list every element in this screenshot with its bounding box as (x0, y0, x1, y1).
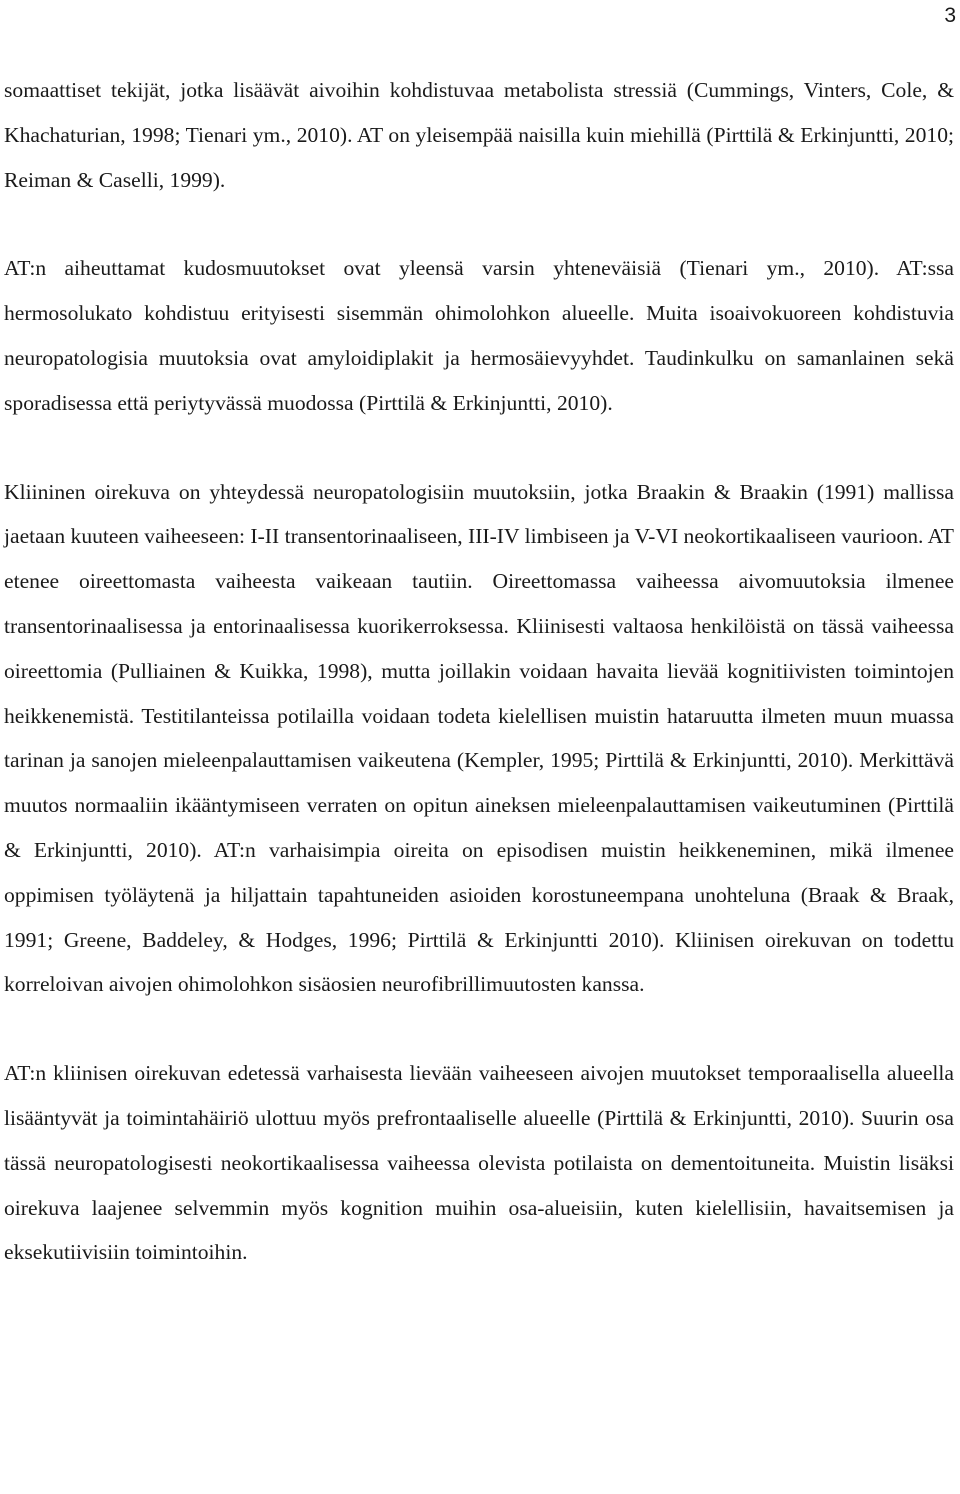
document-body (4, 68, 954, 1275)
paragraph-2: AT:n aiheuttamat kudosmuutokset ovat yleensä varsin yhteneväisiä (Tienari ym., 2010). AT:ssa hermosolukato kohdistuu erityisesti sisemmän ohimolohkon alueelle. Muita isoaivokuoreen kohdistuvia neuropatologisia muutoksia ovat amyloidiplakit ja hermosäievyyhdet. Taudinkulku on samanlainen sekä sporadisessa että periytyvässä muodossa (Pirttilä & Erkinjuntti, 2010). (4, 256, 954, 415)
paragraph-3: Kliininen oirekuva on yhteydessä neuropatologisiin muutoksiin, jotka Braakin & Braakin (1991) mallissa jaetaan kuuteen vaiheeseen: I-II transentorinaaliseen, III-IV limbiseen ja V-VI neokortikaaliseen vaurioon. AT etenee oireettomasta vaiheesta vaikeaan tautiin. Oireettomassa vaiheessa aivomuutoksia ilmenee transentorinaalisessa ja entorinaalisessa kuorikerroksessa. Kliinisesti valtaosa henkilöistä on tässä vaiheessa oireettomia (Pulliainen & Kuikka, 1998), mutta joillakin voidaan havaita lievää kognitiivisten toimintojen heikkenemistä. Testitilanteissa potilailla voidaan todeta kielellisen muistin hataruutta ilmeten muun muassa tarinan ja sanojen mieleenpalauttamisen vaikeutena (Kempler, 1995; Pirttilä & Erkinjuntti, 2010). Merkittävä muutos normaaliin ikääntymiseen verraten on opitun aineksen mieleenpalauttamisen vaikeutuminen (Pirttilä & Erkinjuntti, 2010). AT:n varhaisimpia oireita on episodisen muistin heikkeneminen, mikä ilmenee oppimisen työläytenä ja hiljattain tapahtuneiden asioiden korostuneempana unohteluna (Braak & Braak, 1991; Greene, Baddeley, & Hodges, 1996; Pirttilä & Erkinjuntti 2010). Kliinisen oirekuvan on todettu korreloivan aivojen ohimolohkon sisäosien neurofibrillimuutosten kanssa. (4, 479, 954, 997)
paragraph-1: somaattiset tekijät, jotka lisäävät aivoihin kohdistuvaa metabolista stressiä (Cummings, Vinters, Cole, & Khachaturian, 1998; Tienari ym., 2010). AT on yleisempää naisilla kuin miehillä (Pirttilä & Erkinjuntti, 2010; Reiman & Caselli, 1999). (4, 78, 954, 192)
paragraph-4: AT:n kliinisen oirekuvan edetessä varhaisesta lievään vaiheeseen aivojen muutokset temporaalisella alueella lisääntyvät ja toimintahäiriö ulottuu myös prefrontaaliselle alueelle (Pirttilä & Erkinjuntti, 2010). Suurin osa tässä neuropatologisesti neokortikaalisessa vaiheessa olevista potilaista on dementoituneita. Muistin lisäksi oirekuva laajenee selvemmin myös kognition muihin osa-alueisiin, kuten kielellisiin, havaitsemisen ja eksekutiivisiin toimintoihin. (4, 1061, 954, 1265)
page-number: 3 (944, 4, 956, 27)
